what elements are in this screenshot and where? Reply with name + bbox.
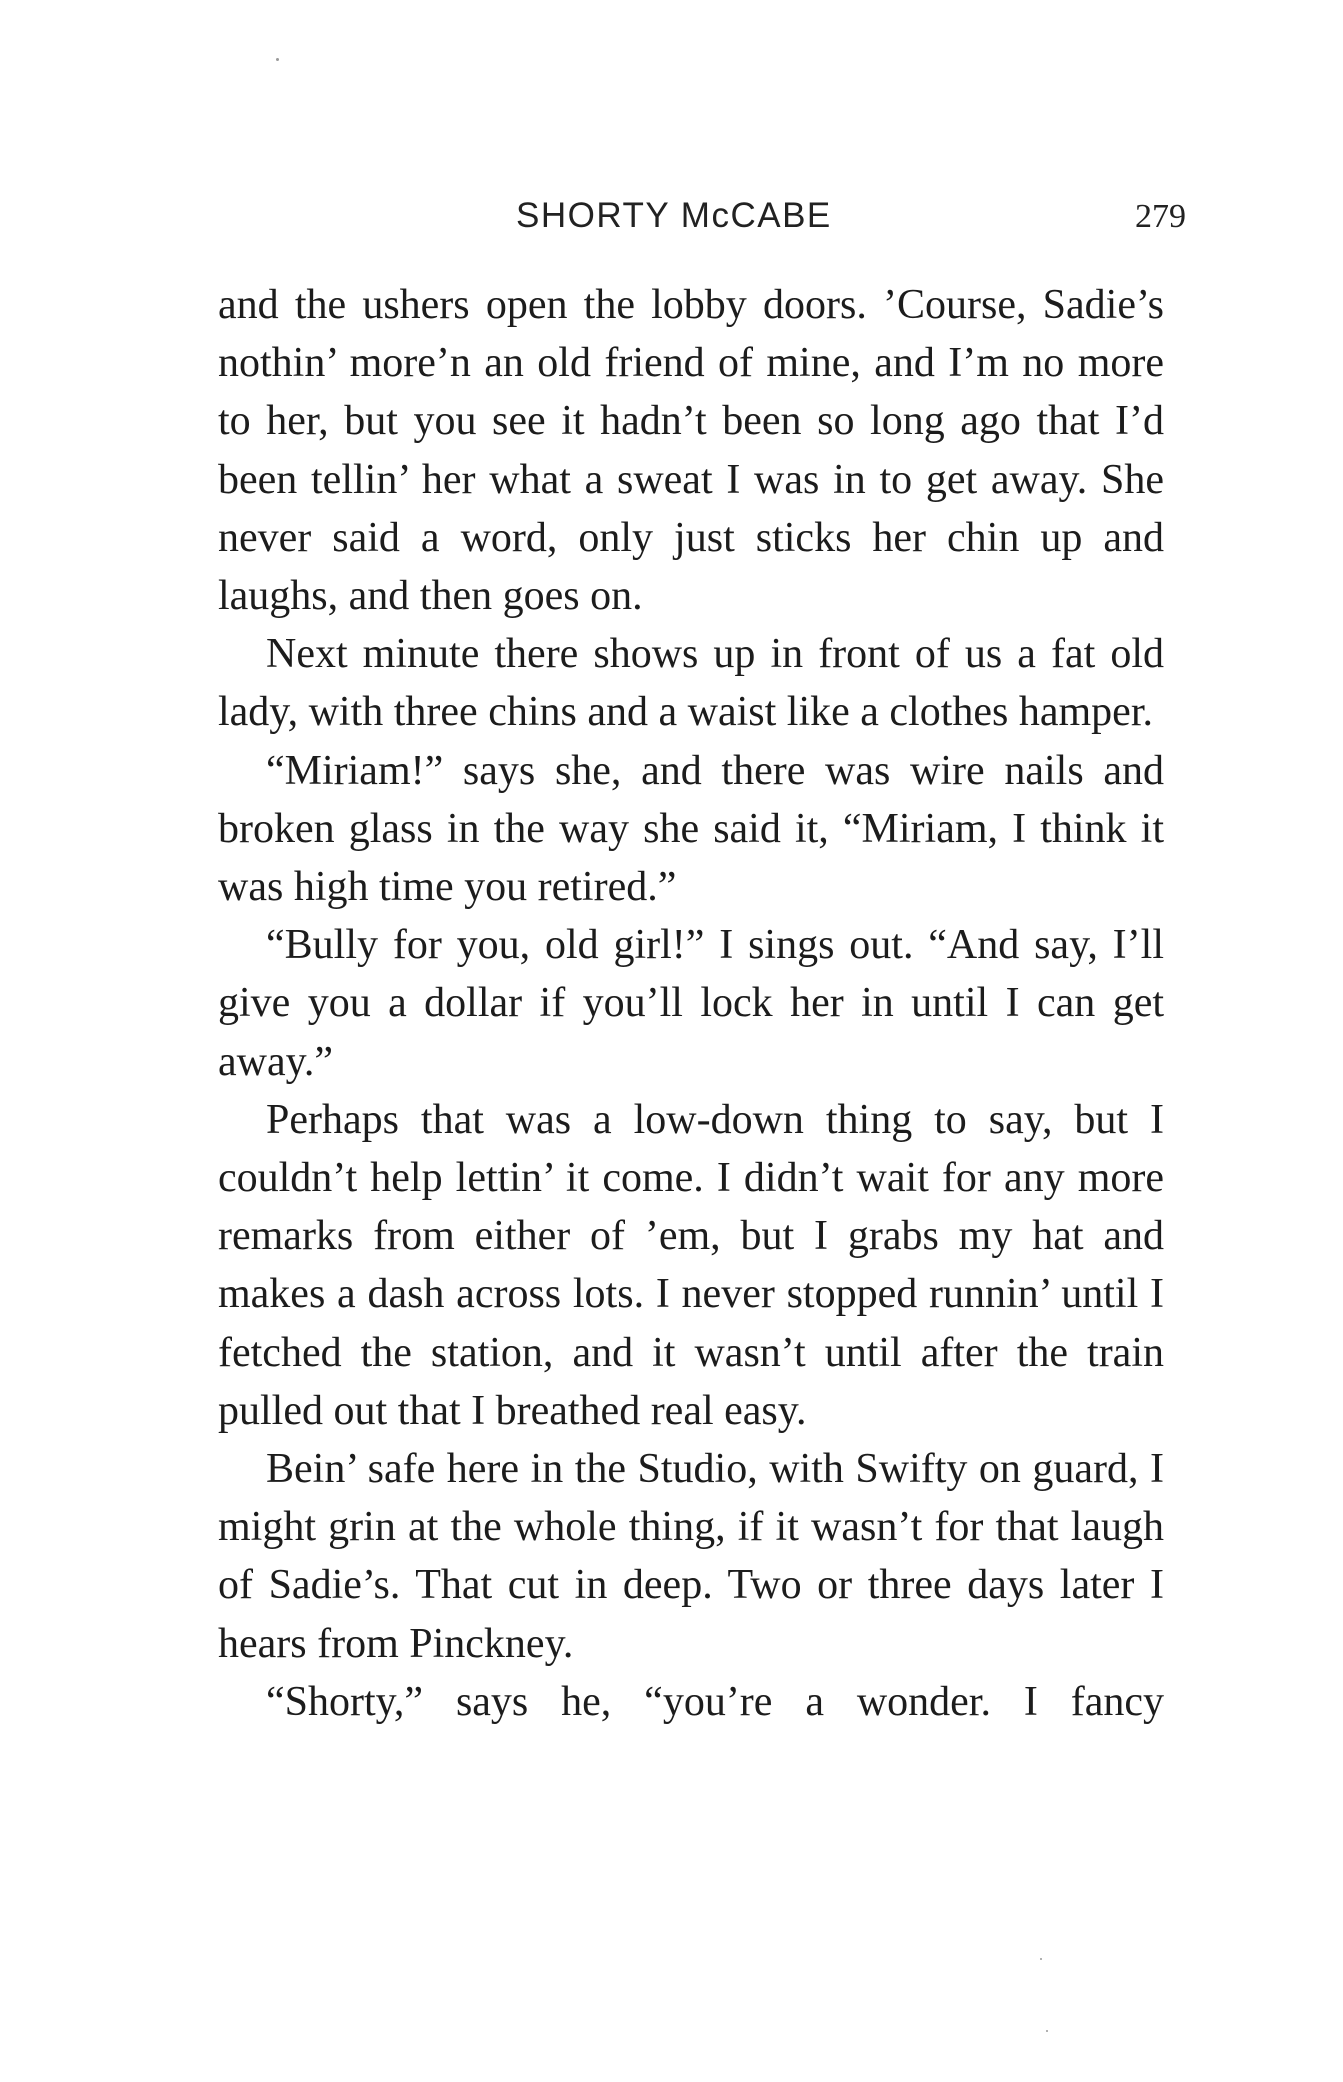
paper-speck [1046, 2030, 1048, 2032]
paragraph-miriam: “Miriam!” says she, and there was wire nails and broken glass in the way she said it, “Miriam, I think it was high time you retired.” [218, 747, 1164, 911]
paragraph-shorty-wonder: “Shorty,” says he, “you’re a wonder. I fancy [266, 1678, 1164, 1725]
paragraph-fat-old-lady: Next minute there shows up in front of us a fat old lady, with three chins and a waist like a clothes hamper. [218, 631, 1164, 736]
body-text [218, 276, 1164, 1731]
paper-speck [1040, 1958, 1042, 1960]
paragraph-studio: Bein’ safe here in the Studio, with Swifty on guard, I might grin at the whole thing, if it wasn’t for that laugh of Sadie’s. That cut in deep. Two or three days later I hears from Pinckney. [218, 1446, 1164, 1667]
paper-speck [276, 58, 279, 61]
page-number: 279 [1135, 198, 1186, 235]
paragraph-bully-for-you: “Bully for you, old girl!” I sings out. “And say, I’ll give you a dollar if you’ll lock her in until I can get away.” [218, 922, 1164, 1085]
running-head-title: SHORTY McCABE [516, 196, 832, 235]
running-head [0, 196, 1343, 246]
paragraph-continuation: and the ushers open the lobby doors. ’Course, Sadie’s nothin’ more’n an old friend of mine, and I’m no more to her, but you see it hadn’t been so long ago that I’d been tellin’ her what a sweat I was in to get away. She never said a word, only just sticks her chin up and laughs, and then goes on. [218, 282, 1164, 620]
paragraph-low-down-thing: Perhaps that was a low-down thing to say, but I couldn’t help lettin’ it come. I didn’t wait for any more remarks from either of ’em, but I grabs my hat and makes a dash across lots. I never stopped runnin’ until I fetched the station, and it wasn’t until after the train pulled out that I breathed real easy. [218, 1096, 1164, 1434]
